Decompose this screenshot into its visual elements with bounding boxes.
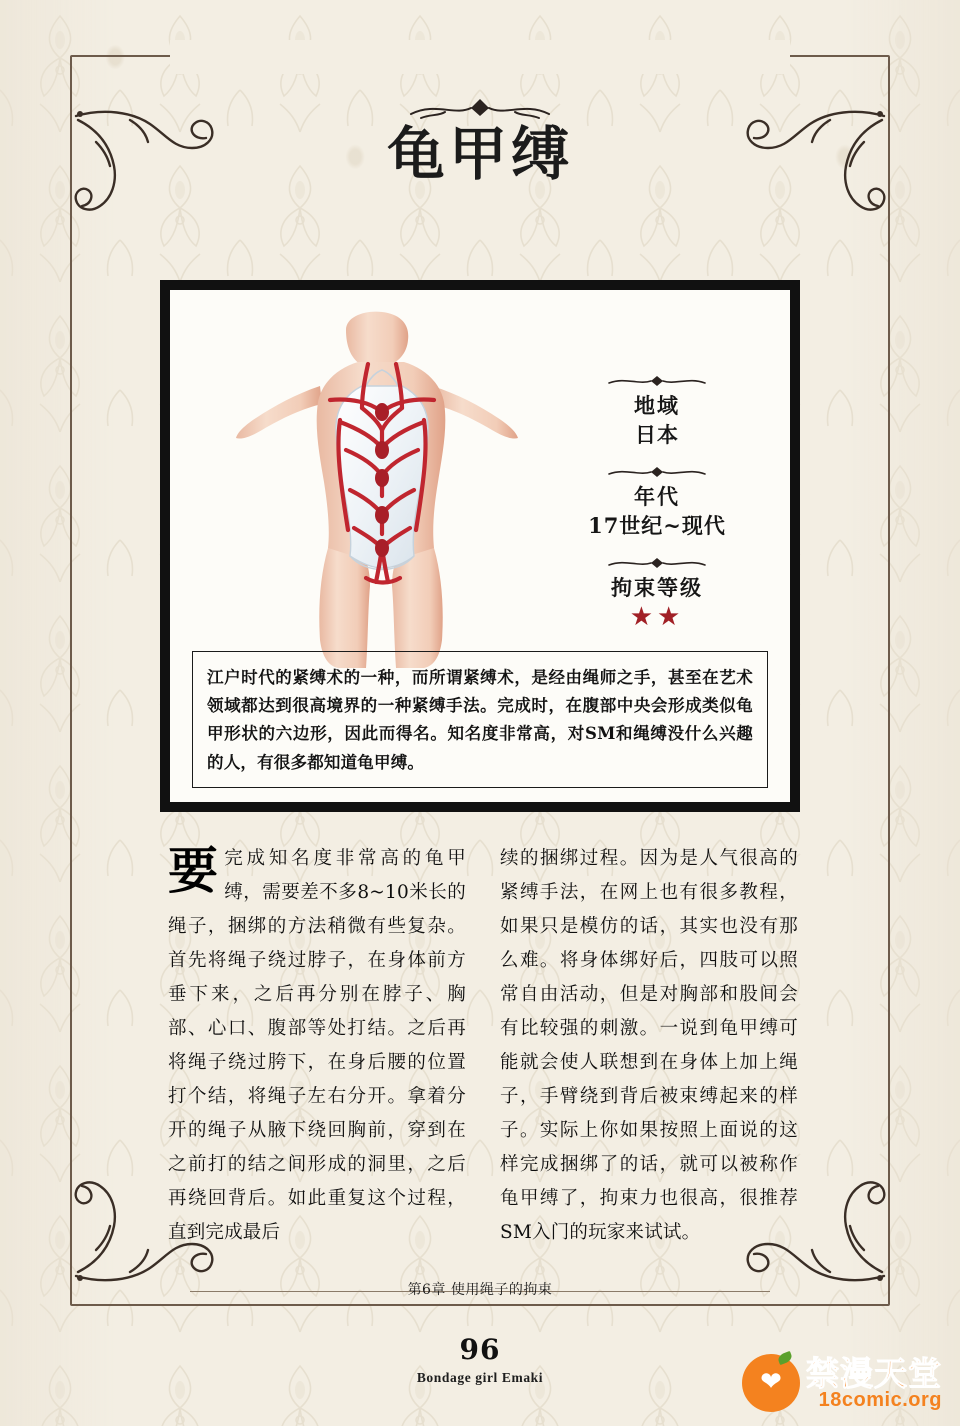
restraint-level-stars: ★★ <box>629 601 685 632</box>
divider-flourish-icon-3 <box>605 556 709 570</box>
page-title: 龟甲缚 <box>386 120 573 188</box>
spec-label-region: 地域 <box>634 393 680 418</box>
body-column-left-text: 完成知名度非常高的龟甲缚，需要差不多8~10米长的绳子，捆绑的方法稍微有些复杂。首先将绳子绕过脖子，在身体前方垂下来，之后再分别在脖子、胸部、心口、腹部等处打结。之后再将绳子绕过胯下，在身后腰的位置打个结，将绳子左右分开。拿着分开的绳子从腋下绕回胸前，穿到在之前打的结之间形成的洞里，之后再绕回背后。如此重复这个过程，直到完成最后 <box>168 848 466 1244</box>
heart-icon: ❤ <box>760 1366 782 1396</box>
watermark-text <box>806 1353 942 1411</box>
body-column-left <box>168 842 466 1272</box>
watermark-url[interactable]: 18comic.org <box>818 1388 942 1411</box>
frame-title-gap <box>170 40 790 74</box>
watermark-logo <box>744 1356 798 1410</box>
body-text <box>168 842 800 1272</box>
chapter-label: 第6章 使用绳子的拘束 <box>407 1282 553 1298</box>
page-number: 96 <box>459 1333 501 1366</box>
watermark[interactable] <box>744 1353 942 1411</box>
plate-caption: 江户时代的紧缚术的一种，而所谓紧缚术，是经由绳师之手，甚至在艺术领域都达到很高境界的一种紧缚手法。完成时，在腹部中央会形成类似龟甲形状的六边形，因此而得名。知名度非常高，对SM和绳缚没什么兴趣的人，有很多都知道龟甲缚。 <box>192 651 768 789</box>
chapter-line-wrap <box>0 1279 960 1299</box>
illustration-plate <box>160 280 800 812</box>
spec-info-column <box>542 374 772 633</box>
body-column-right <box>500 842 798 1272</box>
watermark-name: 禁漫天堂 <box>806 1353 942 1393</box>
spec-value-era: 17世纪~现代 <box>588 513 726 539</box>
spec-value-region: 日本 <box>635 422 679 448</box>
divider-flourish-icon-1 <box>605 374 709 388</box>
bondage-figure-illustration <box>170 290 590 670</box>
illustration-plate-inner <box>168 288 792 804</box>
divider-flourish-icon-2 <box>605 465 709 479</box>
spec-label-restraint-level: 拘束等级 <box>611 574 703 600</box>
title-block <box>0 96 960 188</box>
body-column-right-text: 续的捆绑过程。因为是人气很高的紧缚手法，在网上也有很多教程，如果只是模仿的话，其实也没有那么难。将身体绑好后，四肢可以照常自由活动，但是对胸部和股间会有比较强的刺激。一说到龟甲缚可能就会使人联想到在身体上加上绳子，手臂绕到背后被束缚起来的样子。实际上你如果按照上面说的这样完成捆绑了的话，就可以被称作龟甲缚了，拘束力也很高，很推荐SM入门的玩家来试试。 <box>500 848 798 1244</box>
book-title: Bondage girl Emaki <box>416 1370 544 1385</box>
title-flourish-icon <box>405 96 555 122</box>
spec-label-era: 年代 <box>634 483 680 509</box>
body-dropcap: 要 <box>168 841 219 900</box>
